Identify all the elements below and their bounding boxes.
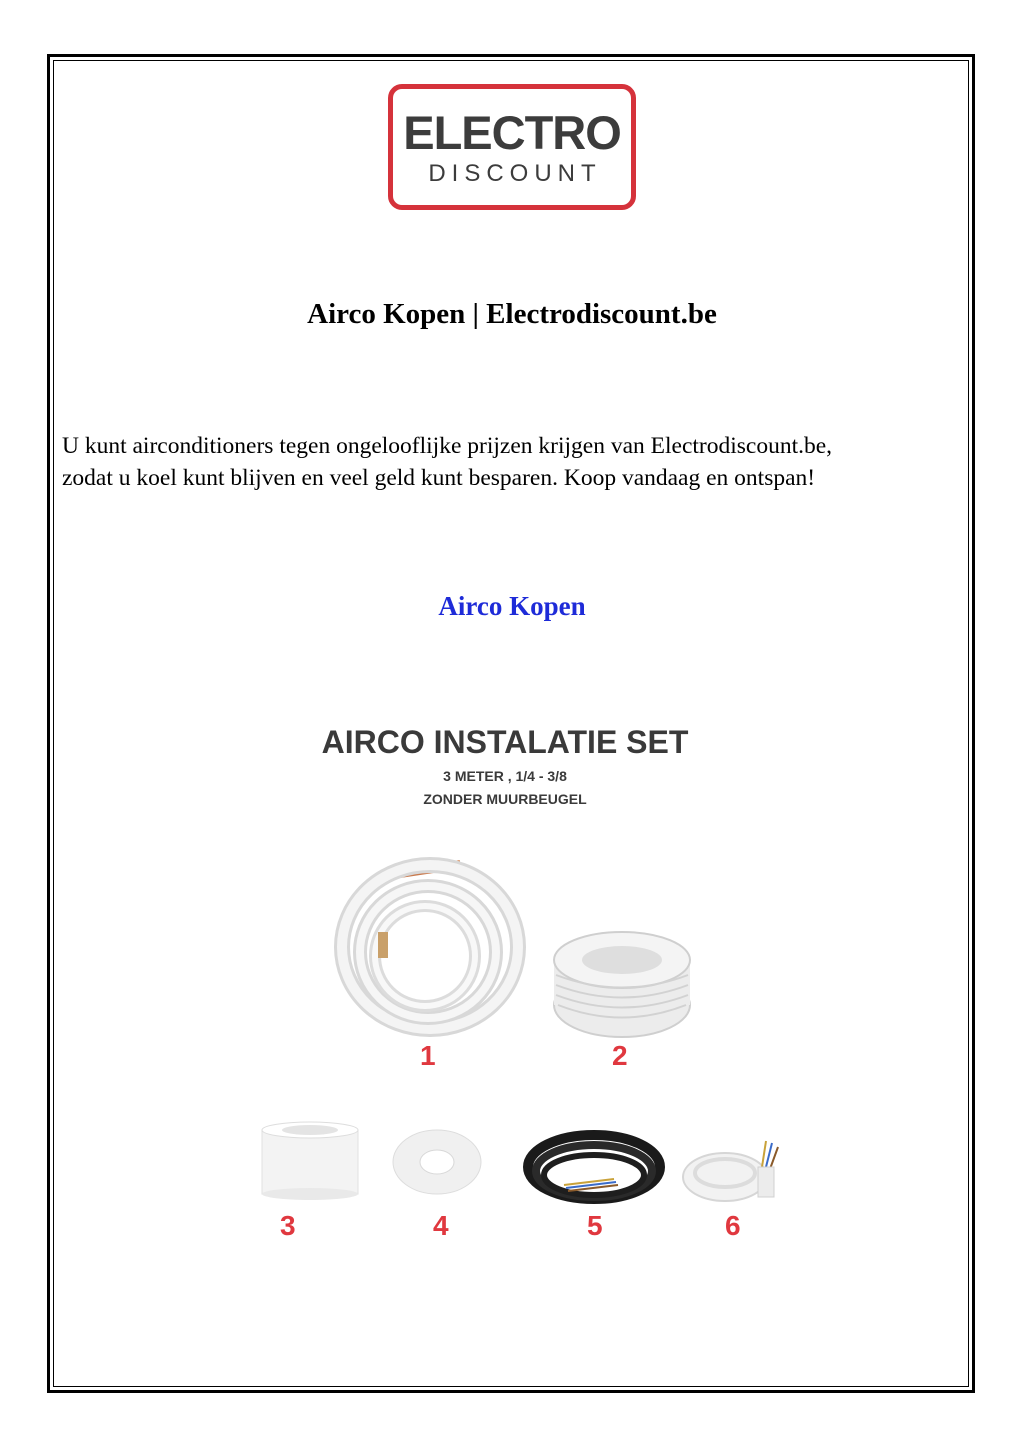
item-number-3: 3 <box>280 1210 296 1241</box>
logo-line1: ELECTRO <box>403 106 621 159</box>
copper-pipe-coil-icon <box>330 852 530 1042</box>
description-line-1: U kunt airconditioners tegen ongelooflijke prijzen krijgen van Electrodiscount.be, <box>62 433 833 459</box>
description <box>62 430 977 494</box>
wall-rosette-icon <box>392 1127 482 1197</box>
product-title: AIRCO INSTALATIE SET <box>321 724 689 760</box>
description-line-2: zodat u koel kunt blijven en veel geld kunt besparen. Koop vandaag en ontspan! <box>62 465 816 491</box>
white-cable-coil-icon <box>680 1137 790 1207</box>
item-number-5: 5 <box>587 1210 603 1241</box>
product-subtitle-1: 3 METER , 1/4 - 3/8 <box>443 768 567 784</box>
black-cable-coil-icon <box>524 1127 664 1212</box>
product-image <box>240 712 840 1272</box>
electro-discount-logo <box>388 84 636 210</box>
item-number-1: 1 <box>420 1040 436 1071</box>
item-number-4: 4 <box>433 1210 449 1241</box>
airco-kopen-link[interactable]: Airco Kopen <box>438 591 586 621</box>
item-number-2: 2 <box>612 1040 628 1071</box>
product-subtitle-2: ZONDER MUURBEUGEL <box>423 791 587 807</box>
page-title: Airco Kopen | Electrodiscount.be <box>307 298 717 330</box>
drain-hose-coil-icon <box>552 930 692 1040</box>
insulation-tape-roll-icon <box>260 1120 360 1200</box>
item-number-6: 6 <box>725 1210 741 1241</box>
logo-line2: DISCOUNT <box>428 160 602 187</box>
